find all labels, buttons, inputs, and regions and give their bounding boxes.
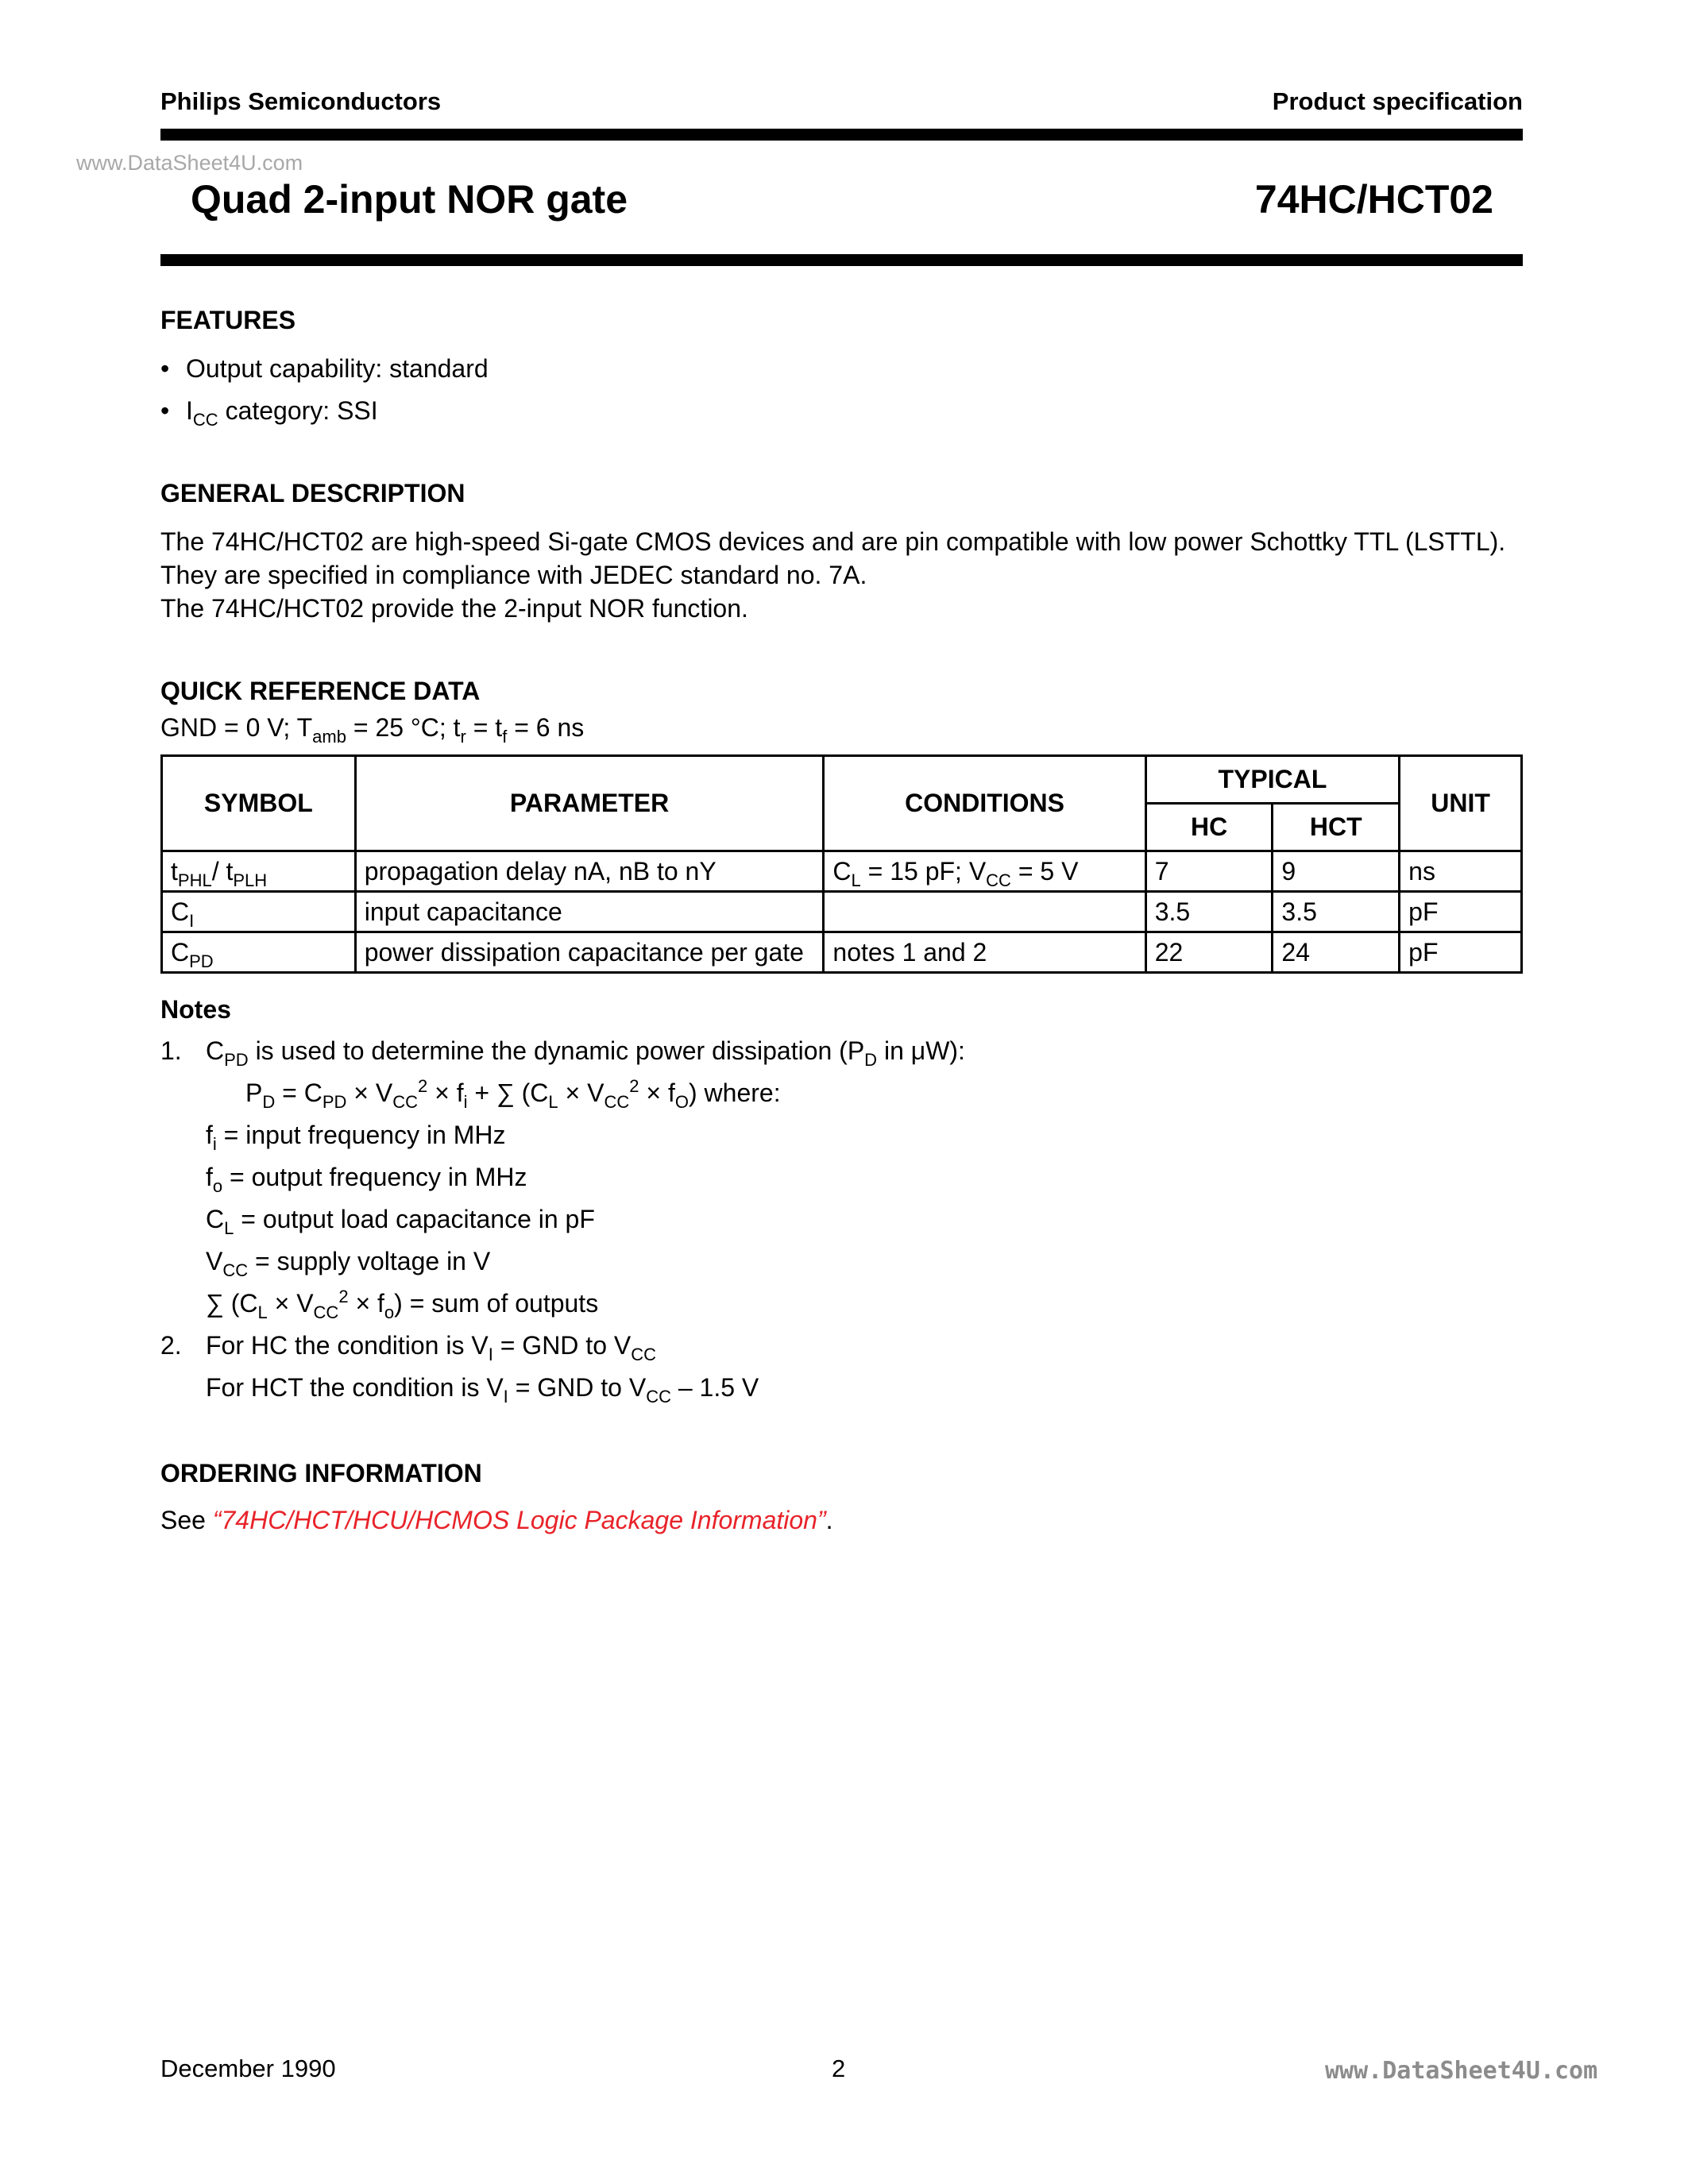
cell-hc: 7 (1145, 851, 1273, 892)
table-row (162, 932, 1522, 973)
ordering-heading: ORDERING INFORMATION (160, 1459, 482, 1488)
page-number: 2 (832, 2055, 846, 2082)
cell-unit: pF (1400, 892, 1522, 932)
note-number: 2. (160, 1331, 182, 1360)
cell-hct: 9 (1273, 851, 1400, 892)
cell-hct: 24 (1273, 932, 1400, 973)
features-heading: FEATURES (160, 306, 296, 334)
general-description-heading: GENERAL DESCRIPTION (160, 479, 465, 507)
general-description: The 74HC/HCT02 are high-speed Si-gate CMOS devices and are pin compatible with low power Schottky TTL (LSTTL). They are specified in compliance with JEDEC standard no. 7A. The 74HC/HCT02 provide the 2-input NOR function. (160, 527, 1506, 623)
cell-conditions: notes 1 and 2 (824, 932, 1145, 973)
col-conditions: CONDITIONS (824, 756, 1145, 851)
company-name: Philips Semiconductors (160, 87, 442, 115)
cell-symbol: $C_{PD}$ (162, 932, 356, 973)
bullet-icon: • (160, 354, 170, 383)
header-rule (160, 129, 1523, 141)
note-1-fi: $f_i$ = input frequency in MHz (206, 1121, 506, 1154)
bullet-icon: • (160, 396, 170, 425)
col-typical: TYPICAL (1145, 756, 1399, 804)
feature-item: • $I_{CC}$ category: SSI (160, 396, 378, 430)
col-parameter: PARAMETER (355, 756, 824, 851)
note-number: 1. (160, 1036, 182, 1065)
note-1-fo: $f_o$ = output frequency in MHz (206, 1163, 527, 1196)
cell-unit: ns (1400, 851, 1522, 892)
col-hct: HCT (1273, 804, 1400, 851)
note-1-sum: ∑ $(C_L \times V_{CC}^2 \times f_o)$ = sum of outputs (206, 1287, 599, 1322)
cell-symbol: $t_{PHL}/$ $t_{PLH}$ (162, 851, 356, 892)
col-hc: HC (1145, 804, 1273, 851)
footer-date: December 1990 (160, 2055, 336, 2082)
col-symbol: SYMBOL (162, 756, 356, 851)
cell-hc: 22 (1145, 932, 1273, 973)
part-number: 74HC/HCT02 (1254, 177, 1493, 222)
col-unit: UNIT (1400, 756, 1522, 851)
table-row (162, 851, 1522, 892)
cell-conditions: $C_L = 15$ pF; $V_{CC} = 5$ V (824, 851, 1145, 892)
cell-conditions (824, 892, 1145, 932)
quick-reference-heading: QUICK REFERENCE DATA (160, 677, 481, 705)
cell-parameter: input capacitance (355, 892, 824, 932)
title-rule (160, 254, 1523, 266)
watermark-bottom[interactable]: www.DataSheet4U.com (1325, 2057, 1598, 2085)
table-row (162, 892, 1522, 932)
cell-hct: 3.5 (1273, 892, 1400, 932)
note-1: $C_{PD}$ is used to determine the dynamic power dissipation ($P_D$ in μW): (206, 1036, 965, 1070)
cell-parameter: power dissipation capacitance per gate (355, 932, 824, 973)
notes-heading: Notes (160, 995, 231, 1024)
page-title: Quad 2-input NOR gate (191, 177, 628, 222)
note-2: For HC the condition is $V_I$ = GND to $V_{CC}$ (206, 1331, 656, 1364)
note-1-formula: $P_D = C_{PD} \times V_{CC}^2 \times f_i$ + ∑ $(C_L \times V_{CC}^2 \times f_O)$ where: (245, 1076, 781, 1112)
doc-type: Product specification (1272, 87, 1523, 115)
cell-symbol: $C_I$ (162, 892, 356, 932)
cell-unit: pF (1400, 932, 1522, 973)
cell-parameter: propagation delay nA, nB to nY (355, 851, 824, 892)
qrd-conditions: GND = 0 V; $T_{amb} = 25$ °C; $t_r = t_f = 6$ ns (160, 713, 585, 747)
note-2-hct: For HCT the condition is $V_I$ = GND to $V_{CC} - 1.5$ V (206, 1373, 759, 1406)
note-1-vcc: $V_{CC}$ = supply voltage in V (206, 1247, 491, 1280)
feature-item: • Output capability: standard (160, 354, 489, 383)
cell-hc: 3.5 (1145, 892, 1273, 932)
note-1-cl: $C_L$ = output load capacitance in pF (206, 1205, 595, 1238)
watermark-top[interactable]: www.DataSheet4U.com (76, 151, 303, 175)
package-info-link[interactable]: “74HC/HCT/HCU/HCMOS Logic Package Information” (212, 1506, 826, 1534)
ordering-text: See “74HC/HCT/HCU/HCMOS Logic Package Information”. (160, 1506, 833, 1534)
quick-reference-table (160, 754, 1523, 974)
